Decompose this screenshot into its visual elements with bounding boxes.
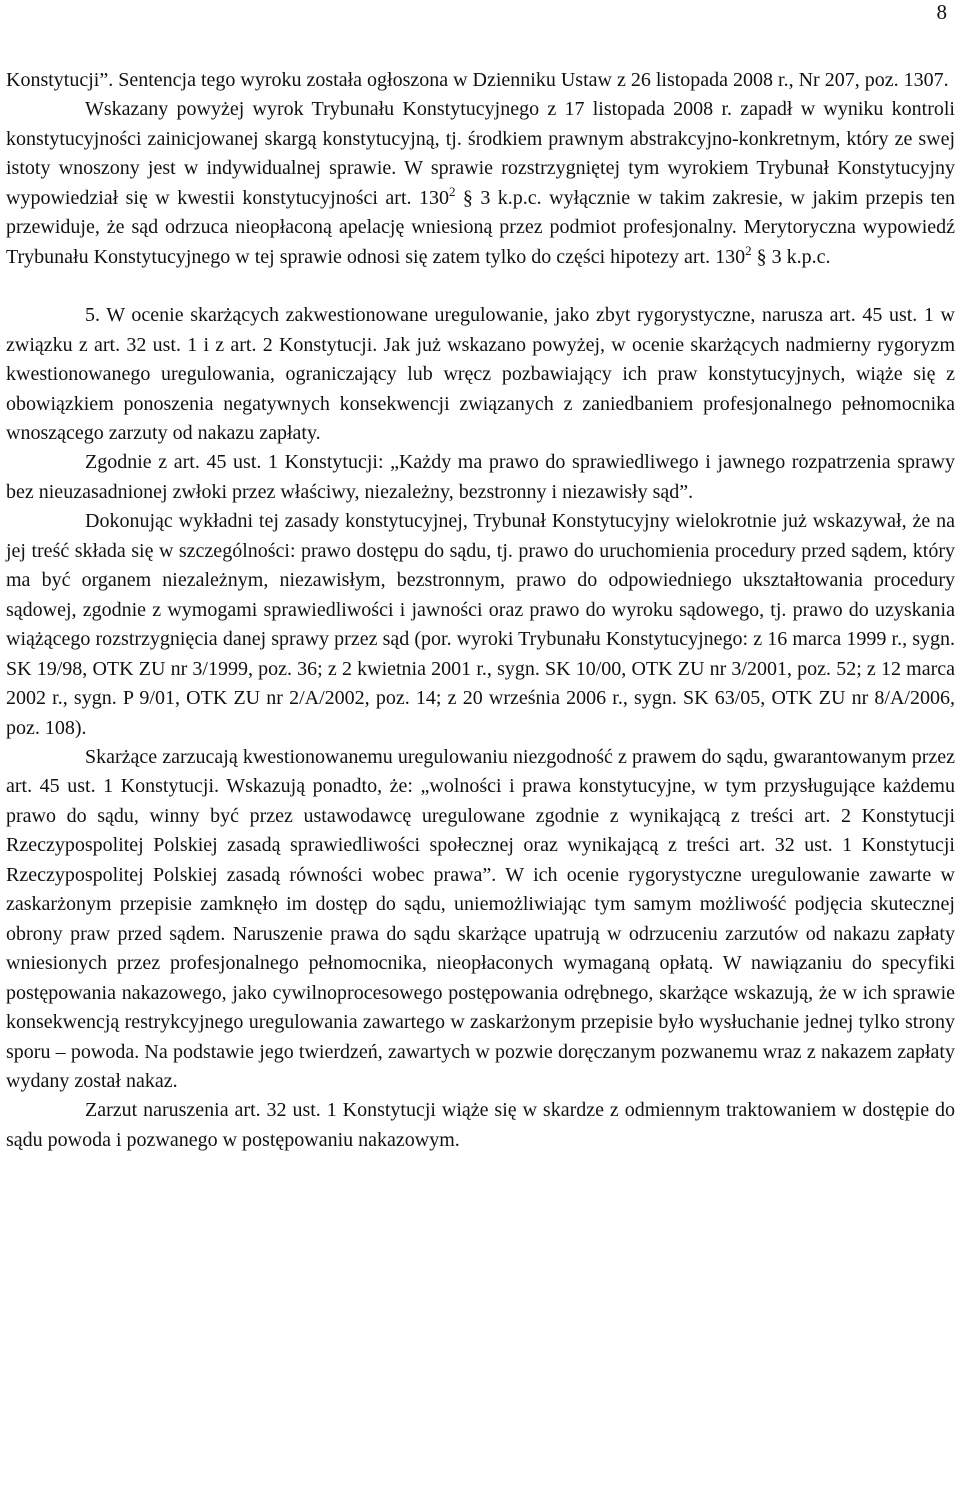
paragraph-point-5: 5. W ocenie skarżących zakwestionowane uregulowanie, jako zbyt rygorystyczne, narusza art. 45 ust. 1 w związku z art. 32 ust. 1 i z art. 2 Konstytucji. Jak już wskazano powyżej, w ocenie skarżących nadmierny rygoryzm kwestionowanego uregulowania, ograniczający lub wręcz pozbawiający ich praw konstytucyjnych, wiąże się z obowiązkiem ponoszenia negatywnych konsekwencji związanych z zaniedbaniem profesjonalnego pełnomocnika wnoszącego zarzuty od nakazu zapłaty.	[6, 304, 955, 444]
paragraph-complainants-arguments: Skarżące zarzucają kwestionowanemu uregulowaniu niezgodność z prawem do sądu, gwarantowanym przez art. 45 ust. 1 Konstytucji. Wskazują ponadto, że: „wolności i prawa konstytucyjne, w tym przysługujące każdemu prawo do sądu, winny być przez ustawodawcę uregulowane zgodnie z wynikającą z treści art. 2 Konstytucji Rzeczypospolitej Polskiej zasadą sprawiedliwości społecznej oraz wynikającą z treści art. 32 ust. 1 Konstytucji Rzeczypospolitej Polskiej zasadą równości wobec prawa”. W ich ocenie rygorystyczne uregulowanie zawarte w zaskarżonym przepisie zamknęło im dostęp do sądu, uniemożliwiając tym samym możliwość podjęcia skutecznej obrony praw przed sądem. Naruszenie prawa do sądu skarżące upatrują w odrzuceniu zarzutów od nakazu zapłaty wniesionych przez profesjonalnego pełnomocnika, nieopłaconych wymaganą opłatą. W nawiązaniu do specyfiki postępowania nakazowego, jako cywilnoprocesowego postępowania odrębnego, skarżące wskazują, że w ich sprawie konsekwencją restrykcyjnego uregulowania zawartego w zaskarżonym przepisie było wysłuchanie jednej tylko strony sporu – powoda. Na podstawie jego twierdzeń, zawartych w pozwie doręczanym pozwanemu wraz z nakazem zapłaty wydany został nakaz.	[6, 745, 955, 1092]
paragraph-sentence-publication: Konstytucji”. Sentencja tego wyroku została ogłoszona w Dzienniku Ustaw z 26 listopada 2008 r., Nr 207, poz. 1307.	[6, 69, 949, 91]
page-number: 8	[936, 0, 947, 24]
paragraph-text-part: § 3 k.p.c. wyłącznie w takim zakresie, w jakim przepis ten przewiduje, że sąd odrzuca nieopłaconą apelację wniesioną przez podmiot profesjonalny. Merytoryczna wypowiedź Trybunału Konstytucyjnego w tej sprawie odnosi się zatem tylko do części hipotezy art. 130	[6, 186, 955, 268]
paragraph-art-32-charge: Zarzut naruszenia art. 32 ust. 1 Konstytucji wiąże się w skardze z odmiennym traktowaniem w dostępie do sądu powoda i pozwanego w postępowaniu nakazowym.	[6, 1099, 955, 1151]
paragraph-tribunal-interpretation: Dokonując wykładni tej zasady konstytucyjnej, Trybunał Konstytucyjny wielokrotnie już wskazywał, że na jej treść składa się w szczególności: prawo dostępu do sądu, tj. prawo do uruchomienia procedury przed sądem, który ma być organem niezależnym, niezawisłym, bezstronnym, prawo do odpowiedniego ukształtowania procedury sądowej, zgodnie z wymogami sprawiedliwości i jawności oraz prawo do wyroku sądowego, tj. prawo do uzyskania wiążącego rozstrzygnięcia danej sprawy przez sąd (por. wyroki Trybunału Konstytucyjnego: z 16 marca 1999 r., sygn. SK 19/98, OTK ZU nr 3/1999, poz. 36; z 2 kwietnia 2001 r., sygn. SK 10/00, OTK ZU nr 3/2001, poz. 52; z 12 marca 2002 r., sygn. P 9/01, OTK ZU nr 2/A/2002, poz. 14; z 20 września 2006 r., sygn. SK 63/05, OTK ZU nr 8/A/2006, poz. 108).	[6, 510, 955, 739]
superscript-marker: 2	[448, 183, 456, 199]
paragraph-judgment-scope	[6, 95, 955, 272]
paragraph-spacer	[6, 272, 955, 301]
paragraph-text-part: Wskazany powyżej wyrok Trybunału Konstytucyjnego z 17 listopada 2008 r. zapadł w wyniku kontroli konstytucyjności zainicjowanej skargą konstytucyjną, tj. środkiem prawnym abstrakcyjno-konkretnym, który ze swej istoty wnoszony jest w indywidualnej sprawie. W sprawie rozstrzygniętej tym wyrokiem Trybunał Konstytucyjny wypowiedział się w kwestii konstytucyjności art. 130	[6, 98, 955, 209]
document-body	[6, 66, 955, 1155]
paragraph-text-part: § 3 k.p.c.	[751, 245, 831, 268]
superscript-marker: 2	[745, 242, 752, 258]
paragraph-art-45-quote: Zgodnie z art. 45 ust. 1 Konstytucji: „Każdy ma prawo do sprawiedliwego i jawnego rozpatrzenia sprawy bez nieuzasadnionej zwłoki przez właściwy, niezależny, bezstronny i niezawisły sąd”.	[6, 451, 955, 503]
